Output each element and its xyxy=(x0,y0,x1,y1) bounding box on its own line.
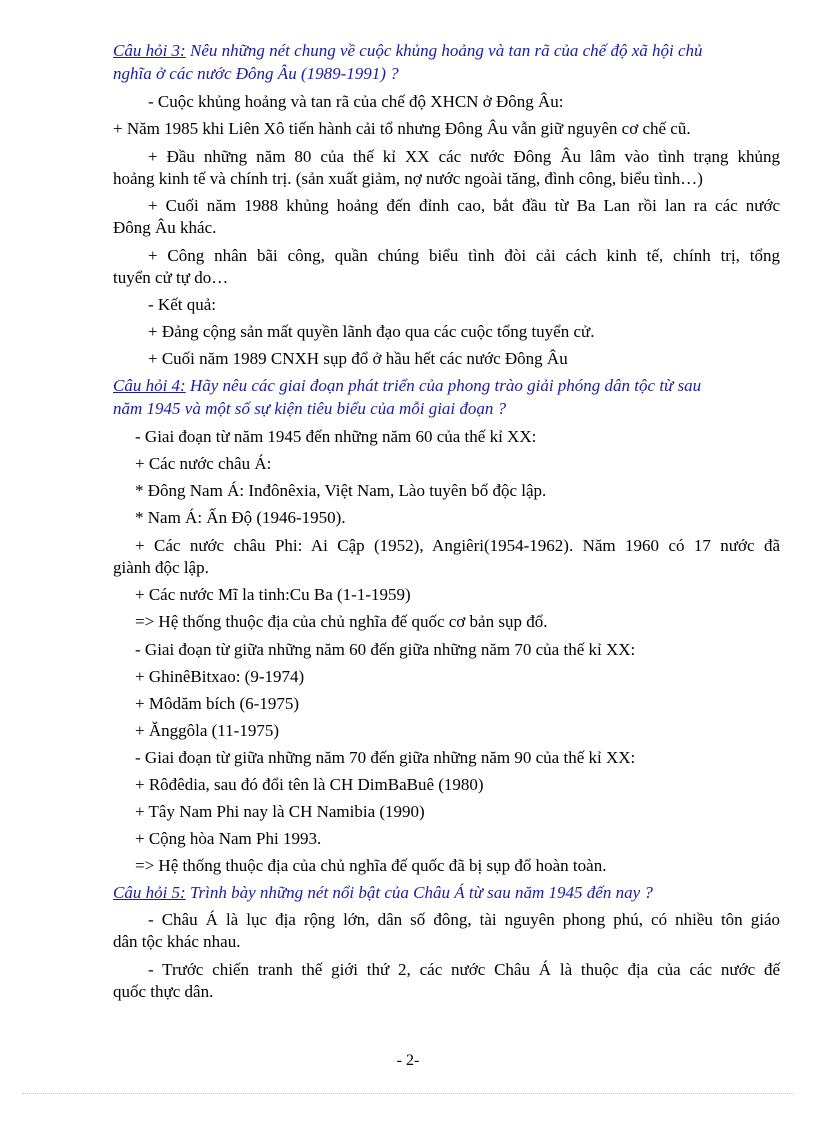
question-4-title-text: Hãy nêu các giai đoạn phát triển của phong trào giải phóng dân tộc từ sau xyxy=(185,376,702,395)
q4-line: + Tây Nam Phi nay là CH Namibia (1990) xyxy=(135,802,425,821)
question-5-title-line1 xyxy=(113,882,653,904)
q3-line: tuyển cử tự do… xyxy=(113,268,229,287)
q5-line: quốc thực dân. xyxy=(113,982,214,1001)
question-4-title-line1 xyxy=(113,375,701,397)
q3-line: Đông Âu khác. xyxy=(113,218,217,237)
q4-line: + Rôđêdia, sau đó đổi tên là CH DimBaBuê (1980) xyxy=(135,775,484,794)
q4-line: + Cộng hòa Nam Phi 1993. xyxy=(135,829,322,848)
q4-line: * Nam Á: Ấn Độ (1946-1950). xyxy=(135,508,346,527)
q4-line: giành độc lập. xyxy=(113,558,209,577)
q4-line: + Các nước châu Á: xyxy=(135,454,272,473)
q4-line: => Hệ thống thuộc địa của chủ nghĩa đế quốc đã bị sụp đổ hoàn toàn. xyxy=(135,856,607,875)
page-number: - 2- xyxy=(396,1052,420,1069)
q4-line: - Giai đoạn từ giữa những năm 60 đến giữa những năm 70 của thế kỉ XX: xyxy=(135,640,636,659)
q3-line: hoảng kinh tế và chính trị. (sản xuất giảm, nợ nước ngoài tăng, đình công, biểu tình…) xyxy=(113,169,703,188)
question-5-label: Câu hỏi 5: xyxy=(113,883,186,902)
q3-line: - Kết quả: xyxy=(148,295,216,314)
q3-line: + Đầu những năm 80 của thế kỉ XX các nước Đông Âu lâm vào tình trạng khủng xyxy=(148,147,780,166)
question-4-title-line2: năm 1945 và một số sự kiện tiêu biểu của mỗi giai đoạn ? xyxy=(113,399,507,418)
q4-line: => Hệ thống thuộc địa của chủ nghĩa đế quốc cơ bản sụp đổ. xyxy=(135,612,548,631)
q3-line: + Đảng cộng sản mất quyền lãnh đạo qua các cuộc tổng tuyển cử. xyxy=(148,322,595,341)
page-footer-divider xyxy=(22,1093,794,1094)
q3-line: - Cuộc khủng hoảng và tan rã của chế độ XHCN ở Đông Âu: xyxy=(148,92,564,111)
q4-line: + Các nước Mĩ la tinh:Cu Ba (1-1-1959) xyxy=(135,585,411,604)
q4-line: * Đông Nam Á: Inđônêxia, Việt Nam, Lào tuyên bố độc lập. xyxy=(135,481,547,500)
question-3-label: Câu hỏi 3: xyxy=(113,41,186,60)
q5-line: dân tộc khác nhau. xyxy=(113,932,241,951)
q3-line: + Cuối năm 1988 khủng hoảng đến đỉnh cao, bắt đầu từ Ba Lan rồi lan ra các nước xyxy=(148,196,780,215)
q4-line: + GhinêBitxao: (9-1974) xyxy=(135,667,305,686)
q4-line: + Các nước châu Phi: Ai Cập (1952), Angiêri(1954-1962). Năm 1960 có 17 nước đã xyxy=(135,536,780,555)
question-4-label: Câu hỏi 4: xyxy=(113,376,186,395)
q3-line: + Công nhân bãi công, quần chúng biểu tình đòi cải cách kinh tế, chính trị, tổng xyxy=(148,246,780,265)
q4-line: - Giai đoạn từ giữa những năm 70 đến giữa những năm 90 của thế kỉ XX: xyxy=(135,748,636,767)
q3-line: + Năm 1985 khi Liên Xô tiến hành cải tổ nhưng Đông Âu vẫn giữ nguyên cơ chế cũ. xyxy=(113,119,691,138)
q5-line: - Châu Á là lục địa rộng lớn, dân số đông, tài nguyên phong phú, có nhiều tôn giáo xyxy=(148,910,780,929)
question-3-title-line2: nghĩa ở các nước Đông Âu (1989-1991) ? xyxy=(113,64,399,83)
q4-line: + Môdăm bích (6-1975) xyxy=(135,694,299,713)
q5-line: - Trước chiến tranh thế giới thứ 2, các nước Châu Á là thuộc địa của các nước đế xyxy=(148,960,780,979)
q4-line: - Giai đoạn từ năm 1945 đến những năm 60 của thế kỉ XX: xyxy=(135,427,537,446)
q4-line: + Ănggôla (11-1975) xyxy=(135,721,279,740)
question-3-title-line1 xyxy=(113,40,703,62)
question-3-title-text: Nêu những nét chung về cuộc khủng hoảng và tan rã của chế độ xã hội chủ xyxy=(185,41,703,60)
q3-line: + Cuối năm 1989 CNXH sụp đổ ở hầu hết các nước Đông Âu xyxy=(148,349,568,368)
question-5-title-text: Trình bày những nét nổi bật của Châu Á từ sau năm 1945 đến nay ? xyxy=(185,883,653,902)
